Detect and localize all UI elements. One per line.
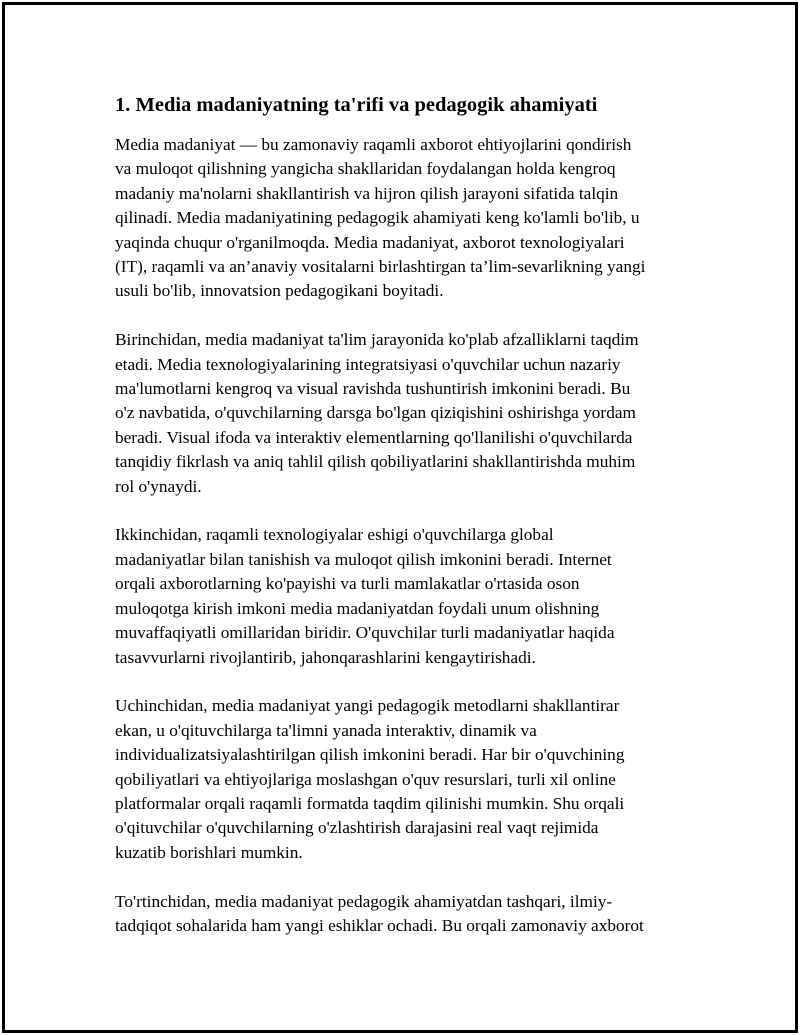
text-line: ma'lumotlarni kengroq va visual ravishda tushuntirish imkonini beradi. Bu [115,379,631,399]
text-line: o'z navbatida, o'quvchilarning darsga bo'lgan qiziqishini oshirishga yordam [115,403,636,423]
paragraph-fourth [115,890,695,939]
text-line: Media madaniyat — bu zamonaviy raqamli axborot ehtiyojlarini qondirish [115,135,632,154]
paragraph-third [115,694,695,865]
text-line: madaniy ma'nolarni shakllantirish va hijron qilish jarayoni sifatida talqin [115,183,619,203]
text-line: tasavvurlarni rivojlantirib, jahonqarashlarini kengaytirishadi. [115,647,536,667]
document-body [115,92,695,963]
text-line: yaqinda chuqur o'rganilmoqda. Media madaniyat, axborot texnologiyalari [115,232,625,252]
text-line: madaniyatlar bilan tanishish va muloqot qilish imkonini beradi. Internet [115,549,612,569]
text-line: tanqidiy fikrlash va aniq tahlil qilish qobiliyatlarini shakllantirishda muhim [115,452,636,472]
paragraph-first [115,328,695,499]
text-line: qobiliyatlari va ehtiyojlariga moslashgan o'quv resurslari, turli xil online [115,769,616,789]
text-line: orqali axborotlarning ko'payishi va turli mamlakatlar o'rtasida oson [115,574,580,594]
text-line: rol o'ynaydi. [115,476,202,496]
text-line: o'qituvchilar o'quvchilarning o'zlashtirish darajasini real vaqt rejimida [115,818,599,838]
text-line: ekan, u o'qituvchilarga ta'limni yanada interaktiv, dinamik va [115,720,537,740]
paragraph-intro [115,133,695,304]
text-line: tadqiqot sohalarida ham yangi eshiklar ochadi. Bu orqali zamonaviy axborot [115,915,644,935]
text-line: muloqotga kirish imkoni media madaniyatdan foydali unum olishning [115,598,600,618]
text-line: etadi. Media texnologiyalarining integratsiyasi o'quvchilar uchun nazariy [115,354,621,374]
text-line: usuli bo'lib, innovatsion pedagogikani boyitadi. [115,281,444,301]
text-line: Ikkinchidan, raqamli texnologiyalar eshigi o'quvchilarga global [115,525,554,545]
text-line: platformalar orqali raqamli formatda taqdim qilinishi mumkin. Shu orqali [115,793,625,813]
text-line: qilinadi. Media madaniyatining pedagogik ahamiyati keng ko'lamli bo'lib, u [115,208,640,228]
text-line: Birinchidan, media madaniyat ta'lim jarayonida ko'plab afzalliklarni taqdim [115,330,639,350]
text-line: va muloqot qilishning yangicha shakllaridan foydalangan holda kengroq [115,159,616,179]
text-line: Uchinchidan, media madaniyat yangi pedagogik metodlarni shakllantirar [115,696,620,716]
text-line: To'rtinchidan, media madaniyat pedagogik ahamiyatdan tashqari, ilmiy- [115,891,613,911]
section-heading: 1. Media madaniyatning ta'rifi va pedagogik ahamiyati [115,94,598,116]
text-line: (IT), raqamli va an’anaviy vositalarni birlashtirgan ta’lim-sevarlikning yangi [115,257,646,277]
text-line: muvaffaqiyatli omillaridan biridir. O'quvchilar turli madaniyatlar haqida [115,623,615,643]
text-line: beradi. Visual ifoda va interaktiv elementlarning qo'llanilishi o'quvchilarda [115,427,633,447]
paragraph-second [115,523,695,669]
text-line: kuzatib borishlari mumkin. [115,842,303,862]
text-line: individualizatsiyalashtirilgan qilish imkonini beradi. Har bir o'quvchining [115,745,625,765]
